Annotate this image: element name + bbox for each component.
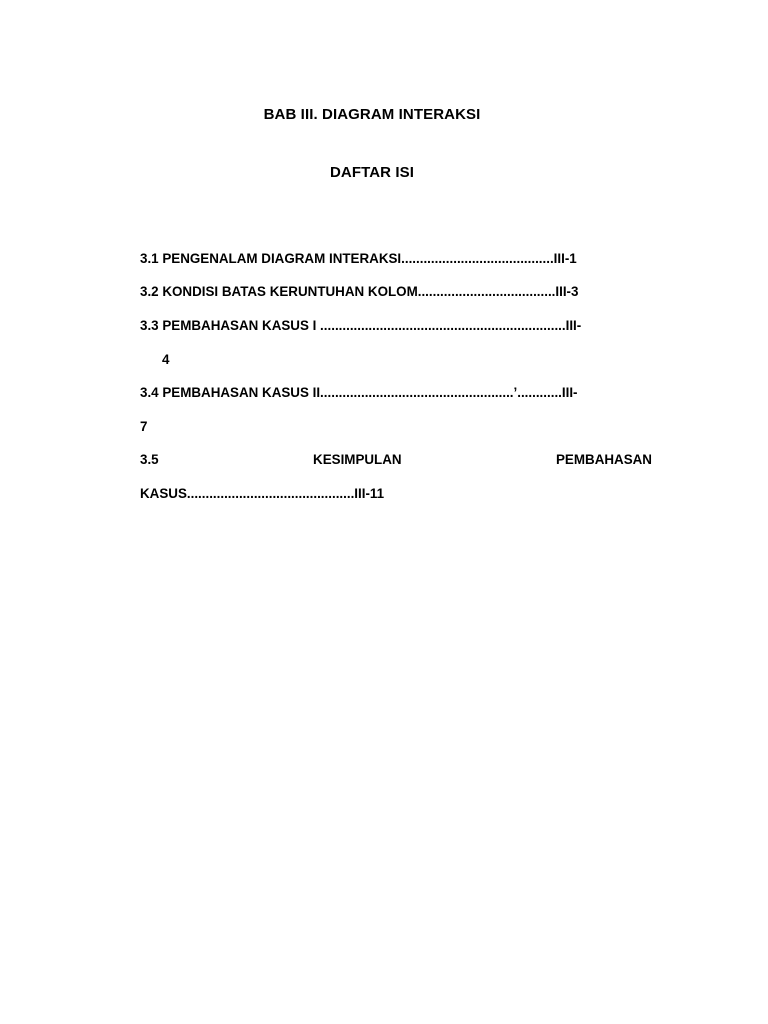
toc-entry-3-4-page-continuation: 7 <box>140 419 148 434</box>
toc-entry-3-3: 3.3 PEMBAHASAN KASUS I ..................................................................III- <box>140 318 582 333</box>
toc-entry-3-1: 3.1 PENGENALAM DIAGRAM INTERAKSI.........................................III-1 <box>140 251 577 266</box>
toc-entry-3-5-continuation: KASUS.............................................III-11 <box>140 486 385 501</box>
toc-entry-3-5-word-2: PEMBAHASAN <box>556 452 652 467</box>
toc-title: DAFTAR ISI <box>329 164 415 181</box>
toc-entry-3-4: 3.4 PEMBAHASAN KASUS II....................................................’............III- <box>140 385 578 400</box>
toc-entry-3-5-number: 3.5 <box>140 452 159 467</box>
chapter-title: BAB III. DIAGRAM INTERAKSI <box>263 106 481 123</box>
toc-entry-3-5-word-1: KESIMPULAN <box>313 452 402 467</box>
toc-entry-3-2: 3.2 KONDISI BATAS KERUNTUHAN KOLOM.....................................III-3 <box>140 284 579 299</box>
toc-entry-3-5 <box>140 452 652 468</box>
toc-entry-3-3-page-continuation: 4 <box>162 352 170 367</box>
